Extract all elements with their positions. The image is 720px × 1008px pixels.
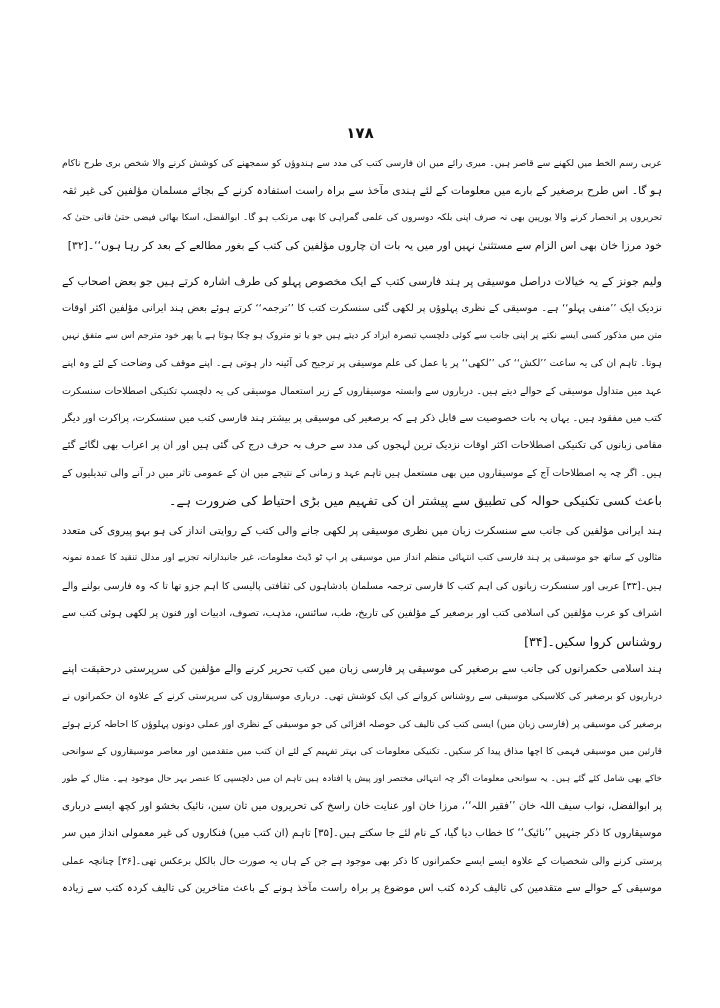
text-line: ہیں۔[۳۳] عربی اور سنسکرت زبانوں کی اہم کتب کا فارسی ترجمہ مسلمان بادشاہوں کی ثقافتی پالیسی کا اہم جزو تھا تا کہ وہ فارسی بولنے والے <box>62 580 662 592</box>
text-line: ہند ایرانی مؤلفین کی جانب سے سنسکرت زبان میں نظری موسیقی پر لکھی جانے والی کتب کے روایتی انداز کی ہو بہو پیروی کی متعدد <box>62 525 662 537</box>
text-line: باعث کسی تکنیکی حوالہ کی تطبیق سے پیشتر ان کی تفہیم میں بڑی احتیاط کی ضرورت ہے۔ <box>169 493 662 509</box>
text-line: متن میں مذکور کسی ایسے نکتے پر اپنی جانب سے کوئی دلچسپ تبصرہ ایزاد کر دیتے ہیں جو یا تو متروک ہو چکا ہوتا ہے یا پھر خود مترجم اس سے متفق نہیں <box>62 330 662 341</box>
text-line: قارئین میں موسیقی فہمی کا اچھا مذاق پیدا کر سکیں۔ تکنیکی معلومات کی بہتر تفہیم کے لئے ان کتب میں متقدمین اور معاصر موسیقاروں کے سوانحی <box>62 746 662 758</box>
paragraph-2 <box>62 268 662 515</box>
text-line: ہوتا۔ تاہم ان کی یہ ساعت ’’لکش‘‘ کی ’’لکھی‘‘ پر یا عمل کی علم موسیقی پر ترجیح کی آئینہ دار ہوتی ہے۔ اپنے موقف کی وضاحت کے لئے وہ اپنے <box>62 358 662 370</box>
text-line: نزدیک ایک ’’منفی پہلو‘‘ ہے۔ موسیقی کے نظری پہلوؤں پر لکھی گئی سنسکرت کتب کا ’’ترجمہ‘‘ کرتے ہوئے بعض ہند ایرانی مؤلفین اکثر اوقات <box>62 303 662 315</box>
page-number: ۱۷۸ <box>346 124 374 142</box>
text-line: پرستی کرنے والی شخصیات کے علاوہ ایسے ایسے حکمرانوں کا ذکر بھی موجود ہے جن کے ہاں یہ صورت حال بالکل برعکس تھی۔[۳۶] چنانچہ عملی <box>62 855 662 867</box>
text-line: تحریروں پر انحصار کرنے والا یورپین بھی نہ صرف اپنی بلکہ دوسروں کی علمی گمراہی کا بھی مرتکب ہو گا۔ ابوالفضل، اسکا بھائی فیضی حتیٰ فانی حتیٰ کہ <box>62 212 662 223</box>
text-line: ہو گا۔ اس طرح برصغیر کے بارے میں معلومات کے لئے ہندی مآخذ سے براہ راست استفادہ کرنے کے بجائے مسلمان مؤلفین کی غیر ثقہ <box>62 184 662 198</box>
text-line: عربی رسم الخط میں لکھنے سے قاصر ہیں۔ میری رائے میں ان فارسی کتب کی مدد سے ہندوؤں کو سمجھنے کی کوشش کرنے والا شخص بری طرح ناکام <box>62 158 662 169</box>
text-line: موسیقی کے حوالے سے متقدمین کی تالیف کردہ کتب اس موضوع پر براہ راست مآخذ ہونے کے باعث متاخرین کی تالیف کردہ کتب سے زیادہ <box>62 883 662 895</box>
text-line: درباریوں کو برصغیر کی کلاسیکی موسیقی سے روشناس کروانے کی ایک کوشش تھی۔ درباری موسیقاروں کی سرپرستی کرنے کے علاوہ ان حکمرانوں نے <box>62 691 662 703</box>
text-line: مقامی زبانوں کی تکنیکی اصطلاحات اکثر اوقات نزدیک ترین لہجوں کی مدد سے حرف بہ حرف درج کی گئی ہیں اور ان پر اعراب بھی لگائے گئے <box>62 440 662 452</box>
text-line: مثالوں کے ساتھ جو موسیقی پر ہند فارسی کتب انتہائی منظم انداز میں موسیقی پر اپ ٹو ڈیٹ معلومات، غیر جانبدارانہ تجزیے اور مدلل تنقید کا عمدہ نمونہ <box>62 553 662 564</box>
text-line: روشناس کروا سکیں۔[۳۴] <box>524 633 662 649</box>
text-line: عہد میں متداول موسیقی کے حوالے دیتے ہیں۔ درباروں سے وابستہ موسیقاروں کے زیر استعمال موسیقی کی یہ دلچسپ تکنیکی اصطلاحات سنسکرت <box>62 385 662 397</box>
text-line: خاکے بھی شامل کئے گئے ہیں۔ یہ سوانحی معلومات اگر چہ انتہائی مختصر اور پیش پا افتادہ ہیں تاہم ان میں دلچسپی کا عنصر بہر حال موجود ہے۔ مثال کے طور <box>62 773 662 784</box>
paragraph-3 <box>62 518 662 655</box>
text-line: اشراف کو عرب مؤلفین کی اسلامی کتب اور برصغیر کے مؤلفین کی تاریخ، طب، سائنس، مذہب، تصوف، ادبیات اور فنون پر لکھی ہوئی کتب سے <box>62 608 662 620</box>
text-line: خود مرزا خان بھی اس الزام سے مستثنیٰ نہیں اور میں یہ بات ان چاروں مؤلفین کی کتب کے بغور مطالعے کے بعد کر رہا ہوں‘‘۔[۳۲] <box>67 239 662 253</box>
paragraph-4 <box>62 656 662 903</box>
text-line: برصغیر کی موسیقی پر (فارسی زبان میں) ایسی کتب کی تالیف کی حوصلہ افزائی کی جو موسیقی کے نظری اور عملی دونوں پہلوؤں کا احاطہ کرتے ہوئے <box>62 718 662 730</box>
text-line: پر ابوالفضل، نواب سیف اللہ خان ’’فقیر اللہ‘‘، مرزا خان اور عنایت خان راسخ کی تحریروں میں تان سین، نائیک بخشو اور کچھ ایسے درباری <box>62 800 662 812</box>
text-line: کتب میں مفقود ہیں۔ یہاں یہ بات خصوصیت سے قابل ذکر ہے کہ برصغیر کی موسیقی پر بیشتر ہند فارسی کتب میں سنسکرت، پراکرت اور دیگر <box>62 412 662 424</box>
text-line: ہیں۔ اگر چہ یہ اصطلاحات آج کے موسیقاروں میں بھی مستعمل ہیں تاہم عہد و زمانی کے نتیجے میں ان کے عمومی تاثر میں در آنے والی تبدیلیوں کے <box>62 467 662 479</box>
text-line: موسیقاروں کا ذکر جنہیں ’’نائیک‘‘ کا خطاب دیا گیا، کے نام لئے جا سکتے ہیں۔[۳۵] تاہم (ان کتب میں) فنکاروں کی غیر معمولی انداز میں سر <box>62 828 662 840</box>
text-line: ولیم جونز کے یہ خیالات دراصل موسیقی پر ہند فارسی کتب کے ایک مخصوص پہلو کی طرف اشارہ کرتے ہیں جو بعض اصحاب کے <box>62 275 662 288</box>
text-line: ہند اسلامی حکمرانوں کی جانب سے برصغیر کی موسیقی پر فارسی زبان میں کتب تحریر کرنے والے مؤلفین کی سرپرستی درحقیقت اپنے <box>62 663 662 675</box>
paragraph-1 <box>62 150 662 260</box>
